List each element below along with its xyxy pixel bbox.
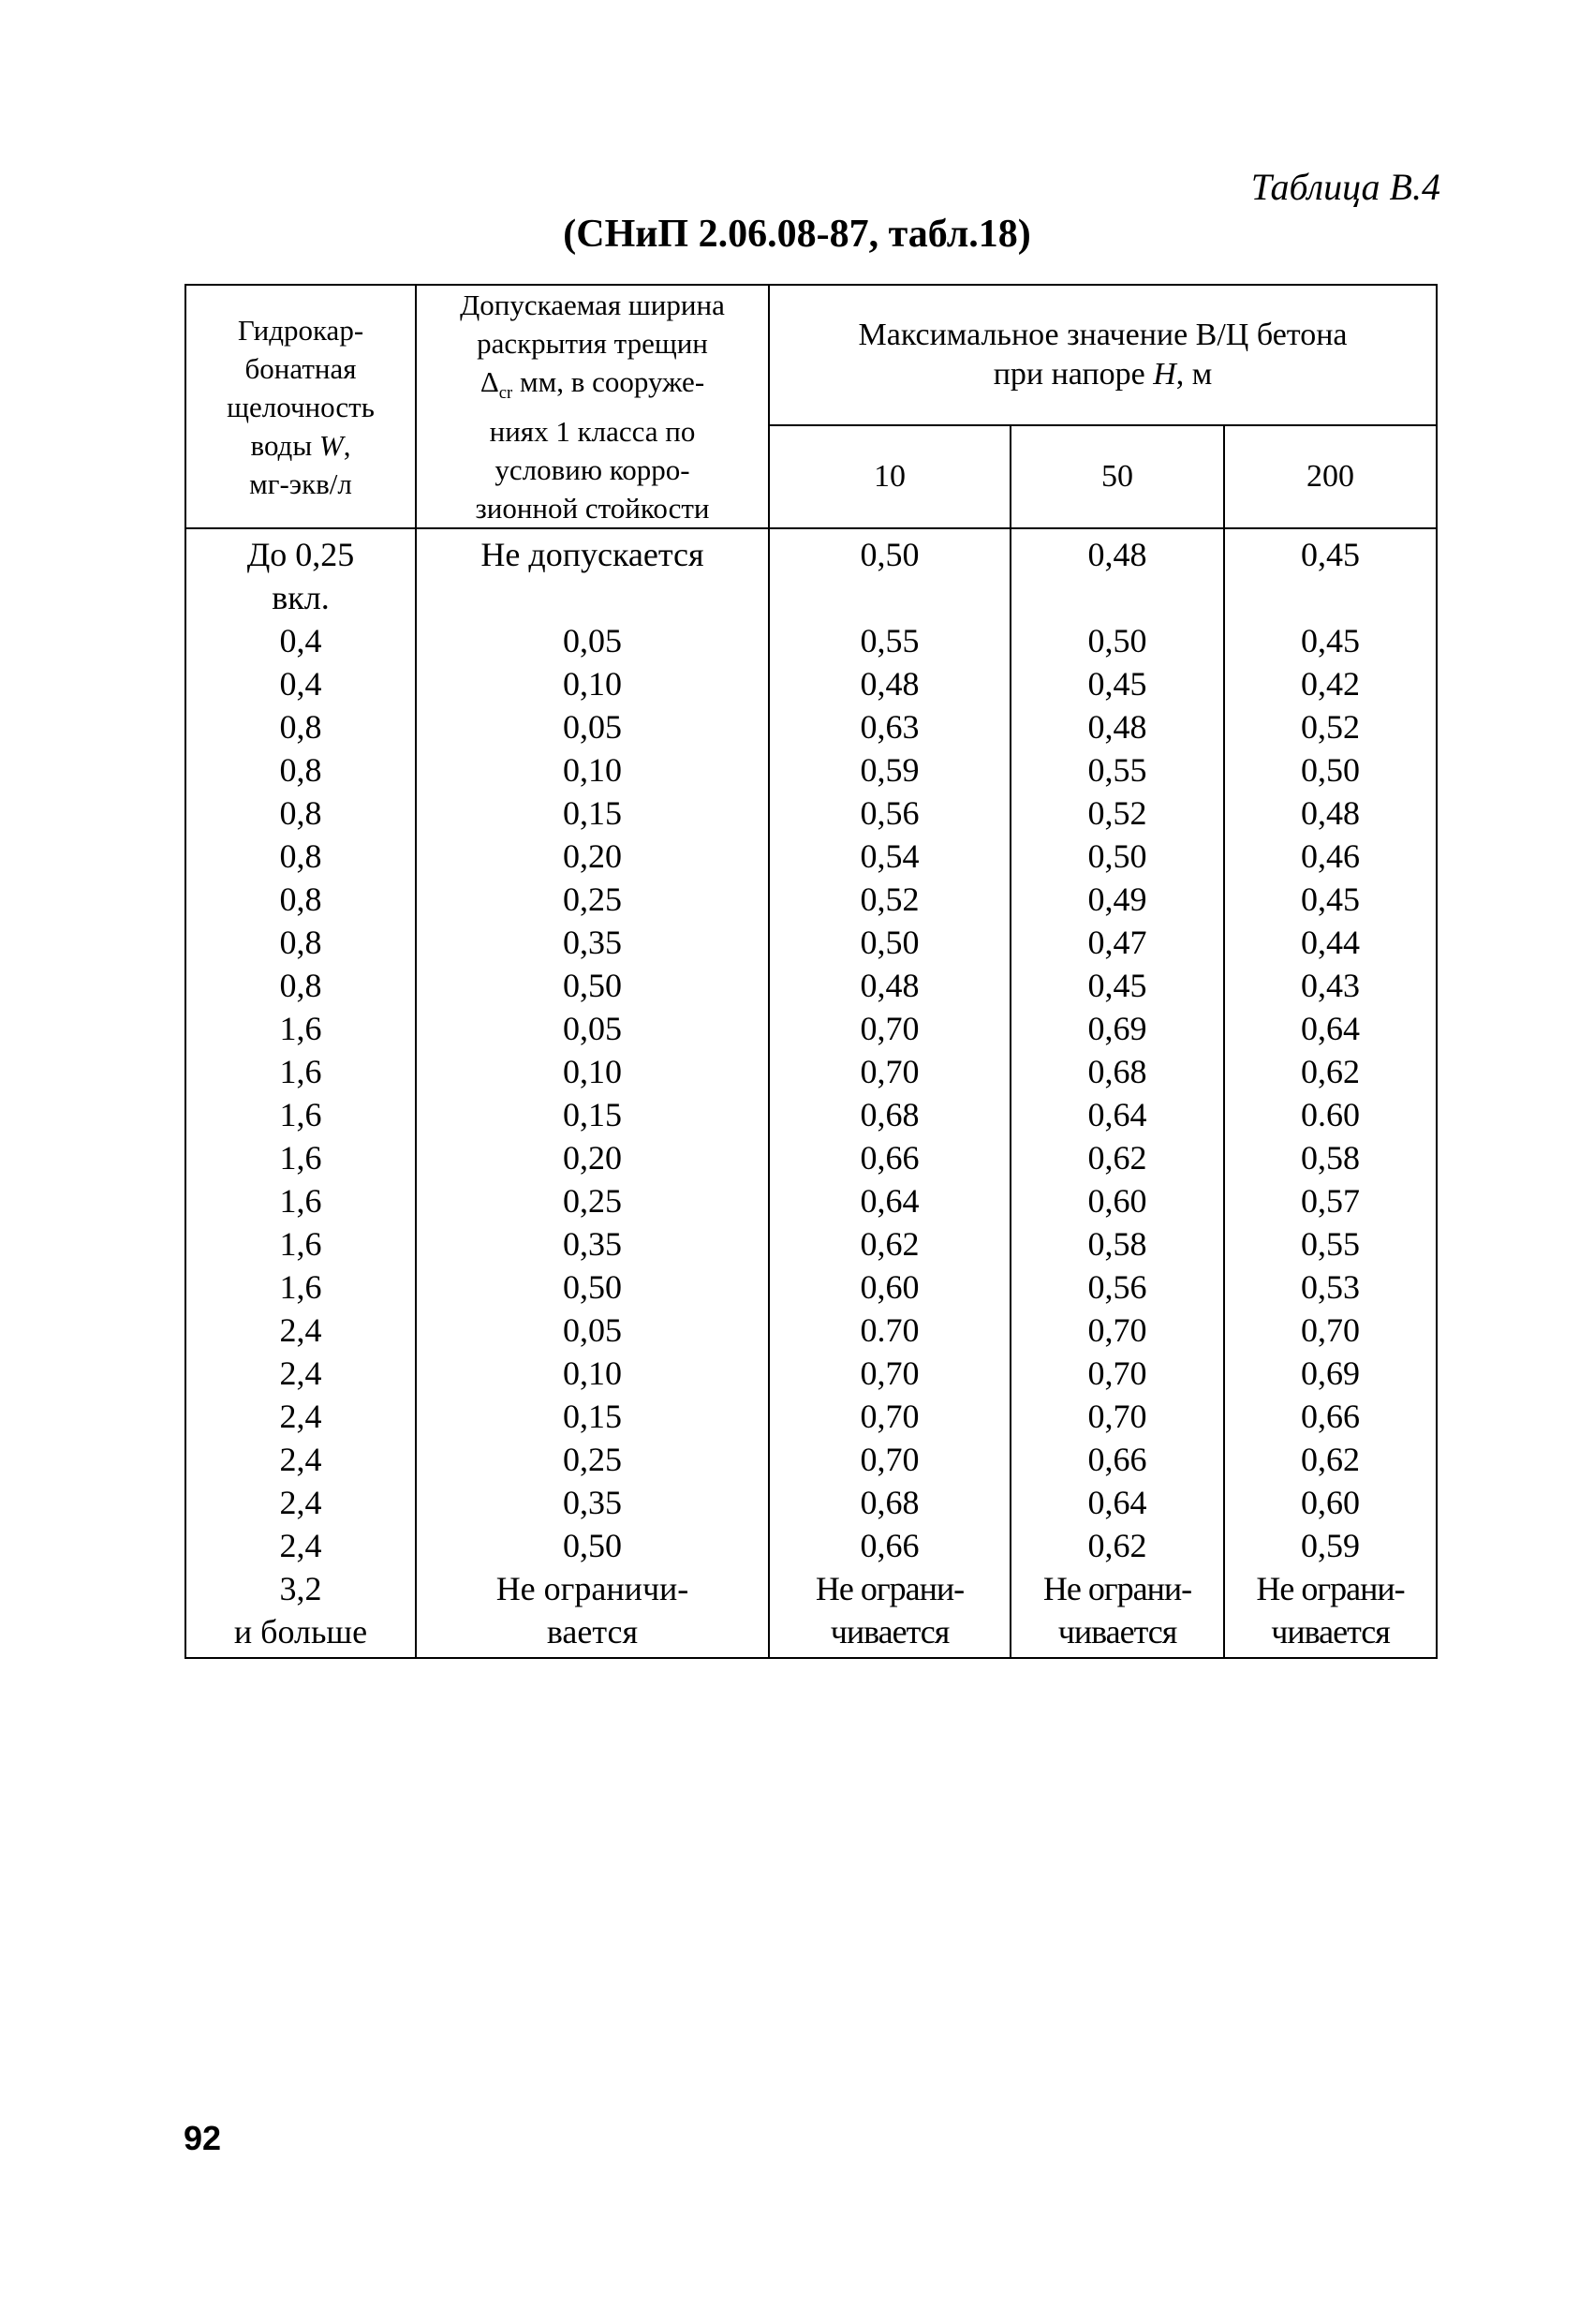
cell-wc-200: 0,70 bbox=[1224, 1309, 1437, 1352]
cell-crack-width: 0,10 bbox=[416, 662, 769, 705]
cell-wc-10: 0,55 bbox=[769, 619, 1011, 662]
cell-wc-10: 0,66 bbox=[769, 1136, 1011, 1179]
header-line: раскрытия трещин bbox=[477, 327, 708, 360]
header-line: при напоре H, м bbox=[993, 356, 1213, 392]
table-row bbox=[185, 1524, 1437, 1567]
cell-wc-10: 0,59 bbox=[769, 748, 1011, 792]
cell-crack-width: 0,10 bbox=[416, 1352, 769, 1395]
table-row bbox=[185, 1179, 1437, 1222]
cell-wc-50: 0,69 bbox=[1011, 1007, 1224, 1050]
cell-wc-10: 0.70 bbox=[769, 1309, 1011, 1352]
cell-alkalinity: 2,4 bbox=[185, 1438, 416, 1481]
cell-wc-200: 0,59 bbox=[1224, 1524, 1437, 1567]
cell-crack-width: 0,05 bbox=[416, 1309, 769, 1352]
cell-alkalinity: 2,4 bbox=[185, 1395, 416, 1438]
table-caption: Таблица В.4 bbox=[1250, 166, 1440, 208]
cell-wc-50: 0,52 bbox=[1011, 792, 1224, 835]
cell-wc-200: 0,57 bbox=[1224, 1179, 1437, 1222]
table-row bbox=[185, 705, 1437, 748]
cell-crack-width: 0,20 bbox=[416, 835, 769, 878]
cell-wc-50: 0,70 bbox=[1011, 1309, 1224, 1352]
cell-wc-50: 0,48 bbox=[1011, 528, 1224, 619]
cell-wc-200: 0,50 bbox=[1224, 748, 1437, 792]
cell-crack-width: 0,50 bbox=[416, 1266, 769, 1309]
cell-crack-width: 0,10 bbox=[416, 748, 769, 792]
cell-wc-200: 0,64 bbox=[1224, 1007, 1437, 1050]
cell-wc-10: 0,70 bbox=[769, 1395, 1011, 1438]
cell-crack-width: 0,35 bbox=[416, 921, 769, 964]
header-crack-width bbox=[416, 285, 769, 528]
cell-crack-width: Не допускается bbox=[416, 528, 769, 619]
cell-crack-width: 0,05 bbox=[416, 1007, 769, 1050]
cell-wc-200: 0,62 bbox=[1224, 1438, 1437, 1481]
table-row bbox=[185, 1050, 1437, 1093]
cell-crack-width: 0,15 bbox=[416, 792, 769, 835]
table-row bbox=[185, 1222, 1437, 1266]
table-row bbox=[185, 662, 1437, 705]
cell-wc-10: 0,52 bbox=[769, 878, 1011, 921]
cell-wc-50: 0,68 bbox=[1011, 1050, 1224, 1093]
cell-crack-width: 0,50 bbox=[416, 1524, 769, 1567]
header-pressure-200: 200 bbox=[1224, 425, 1437, 528]
cell-alkalinity: 1,6 bbox=[185, 1266, 416, 1309]
header-max-wc bbox=[769, 285, 1437, 425]
cell-crack-width: 0,35 bbox=[416, 1222, 769, 1266]
cell-wc-10: 0,70 bbox=[769, 1050, 1011, 1093]
cell-wc-50: 0,45 bbox=[1011, 662, 1224, 705]
cell-wc-50: 0,64 bbox=[1011, 1481, 1224, 1524]
cell-wc-200: 0,44 bbox=[1224, 921, 1437, 964]
cell-wc-10: 0,66 bbox=[769, 1524, 1011, 1567]
cell-alkalinity: 1,6 bbox=[185, 1007, 416, 1050]
cell-wc-200: 0,46 bbox=[1224, 835, 1437, 878]
cell-wc-200: 0,45 bbox=[1224, 878, 1437, 921]
page-number: 92 bbox=[184, 2119, 222, 2157]
cell-crack-width: 0,25 bbox=[416, 878, 769, 921]
cell-wc-200: 0,45 bbox=[1224, 619, 1437, 662]
wc-ratio-table bbox=[184, 284, 1438, 1659]
table-row bbox=[185, 619, 1437, 662]
header-line: Максимальное значение В/Ц бетона bbox=[858, 317, 1348, 352]
cell-alkalinity: 1,6 bbox=[185, 1093, 416, 1136]
cell-crack-width: Не ограничи- вается bbox=[416, 1567, 769, 1658]
cell-wc-50: 0,64 bbox=[1011, 1093, 1224, 1136]
cell-wc-10: 0,70 bbox=[769, 1438, 1011, 1481]
cell-alkalinity: 1,6 bbox=[185, 1222, 416, 1266]
cell-alkalinity: 0,8 bbox=[185, 792, 416, 835]
table-row bbox=[185, 964, 1437, 1007]
cell-wc-50: 0,70 bbox=[1011, 1395, 1224, 1438]
cell-wc-50: 0,70 bbox=[1011, 1352, 1224, 1395]
cell-alkalinity: 2,4 bbox=[185, 1481, 416, 1524]
cell-wc-200: 0,48 bbox=[1224, 792, 1437, 835]
cell-wc-10: 0,56 bbox=[769, 792, 1011, 835]
cell-alkalinity: 3,2 и больше bbox=[185, 1567, 416, 1658]
cell-wc-50: 0,49 bbox=[1011, 878, 1224, 921]
cell-wc-200: 0,69 bbox=[1224, 1352, 1437, 1395]
cell-wc-10: 0,50 bbox=[769, 921, 1011, 964]
cell-alkalinity: 1,6 bbox=[185, 1050, 416, 1093]
cell-wc-10: Не ограни- чивается bbox=[769, 1567, 1011, 1658]
cell-crack-width: 0,25 bbox=[416, 1438, 769, 1481]
header-line: Гидрокар- bbox=[237, 313, 364, 347]
cell-wc-200: 0,42 bbox=[1224, 662, 1437, 705]
cell-alkalinity: До 0,25 вкл. bbox=[185, 528, 416, 619]
cell-crack-width: 0,05 bbox=[416, 619, 769, 662]
cell-wc-200: 0,45 bbox=[1224, 528, 1437, 619]
table-row bbox=[185, 1136, 1437, 1179]
header-line: зионной стойкости bbox=[475, 492, 710, 525]
cell-wc-200: 0,55 bbox=[1224, 1222, 1437, 1266]
cell-crack-width: 0,05 bbox=[416, 705, 769, 748]
cell-wc-50: Не ограни- чивается bbox=[1011, 1567, 1224, 1658]
cell-crack-width: 0,25 bbox=[416, 1179, 769, 1222]
header-line: Допускаемая ширина bbox=[460, 289, 725, 321]
cell-alkalinity: 0,8 bbox=[185, 964, 416, 1007]
table-row bbox=[185, 835, 1437, 878]
cell-alkalinity: 2,4 bbox=[185, 1352, 416, 1395]
cell-wc-10: 0,62 bbox=[769, 1222, 1011, 1266]
cell-alkalinity: 0,4 bbox=[185, 619, 416, 662]
cell-wc-200: 0,52 bbox=[1224, 705, 1437, 748]
cell-wc-10: 0,48 bbox=[769, 662, 1011, 705]
cell-wc-10: 0,70 bbox=[769, 1352, 1011, 1395]
cell-wc-10: 0,50 bbox=[769, 528, 1011, 619]
table-row bbox=[185, 1438, 1437, 1481]
cell-alkalinity: 1,6 bbox=[185, 1179, 416, 1222]
header-line: бонатная bbox=[244, 351, 357, 385]
cell-alkalinity: 2,4 bbox=[185, 1309, 416, 1352]
cell-wc-50: 0,60 bbox=[1011, 1179, 1224, 1222]
cell-wc-200: 0,60 bbox=[1224, 1481, 1437, 1524]
cell-alkalinity: 0,8 bbox=[185, 835, 416, 878]
cell-crack-width: 0,20 bbox=[416, 1136, 769, 1179]
cell-wc-50: 0,50 bbox=[1011, 835, 1224, 878]
header-line: мг-экв/л bbox=[249, 466, 352, 500]
cell-wc-50: 0,58 bbox=[1011, 1222, 1224, 1266]
cell-wc-50: 0,62 bbox=[1011, 1136, 1224, 1179]
cell-wc-50: 0,47 bbox=[1011, 921, 1224, 964]
cell-crack-width: 0,50 bbox=[416, 964, 769, 1007]
cell-wc-10: 0,60 bbox=[769, 1266, 1011, 1309]
cell-wc-200: Не ограни- чивается bbox=[1224, 1567, 1437, 1658]
cell-alkalinity: 0,8 bbox=[185, 748, 416, 792]
cell-alkalinity: 2,4 bbox=[185, 1524, 416, 1567]
table-row bbox=[185, 528, 1437, 619]
cell-crack-width: 0,15 bbox=[416, 1395, 769, 1438]
table-row bbox=[185, 1352, 1437, 1395]
cell-wc-10: 0,48 bbox=[769, 964, 1011, 1007]
table-row bbox=[185, 1093, 1437, 1136]
cell-alkalinity: 1,6 bbox=[185, 1136, 416, 1179]
cell-wc-10: 0,64 bbox=[769, 1179, 1011, 1222]
cell-wc-10: 0,63 bbox=[769, 705, 1011, 748]
table-row bbox=[185, 1395, 1437, 1438]
table-row bbox=[185, 921, 1437, 964]
cell-wc-10: 0,68 bbox=[769, 1481, 1011, 1524]
cell-wc-50: 0,62 bbox=[1011, 1524, 1224, 1567]
header-pressure-50: 50 bbox=[1011, 425, 1224, 528]
header-line: ниях 1 класса по bbox=[489, 415, 696, 449]
header-pressure-10: 10 bbox=[769, 425, 1011, 528]
cell-alkalinity: 0,4 bbox=[185, 662, 416, 705]
cell-wc-10: 0,68 bbox=[769, 1093, 1011, 1136]
table-row bbox=[185, 1309, 1437, 1352]
cell-wc-200: 0,58 bbox=[1224, 1136, 1437, 1179]
header-line: условию корро- bbox=[494, 453, 690, 487]
cell-alkalinity: 0,8 bbox=[185, 878, 416, 921]
cell-wc-10: 0,54 bbox=[769, 835, 1011, 878]
cell-wc-50: 0,55 bbox=[1011, 748, 1224, 792]
cell-wc-200: 0,43 bbox=[1224, 964, 1437, 1007]
cell-wc-50: 0,45 bbox=[1011, 964, 1224, 1007]
table-body bbox=[185, 528, 1437, 1658]
cell-alkalinity: 0,8 bbox=[185, 705, 416, 748]
table-row bbox=[185, 1481, 1437, 1524]
table-row bbox=[185, 878, 1437, 921]
header-line: щелочность bbox=[227, 390, 375, 423]
header-alkalinity bbox=[185, 285, 416, 528]
cell-alkalinity: 0,8 bbox=[185, 921, 416, 964]
cell-wc-50: 0,66 bbox=[1011, 1438, 1224, 1481]
cell-wc-200: 0,53 bbox=[1224, 1266, 1437, 1309]
cell-crack-width: 0,35 bbox=[416, 1481, 769, 1524]
header-line: воды W, bbox=[250, 428, 351, 462]
source-reference: (СНиП 2.06.08-87, табл.18) bbox=[563, 213, 1031, 256]
cell-wc-50: 0,48 bbox=[1011, 705, 1224, 748]
cell-wc-200: 0,62 bbox=[1224, 1050, 1437, 1093]
table-row bbox=[185, 792, 1437, 835]
table-row bbox=[185, 1567, 1437, 1658]
cell-wc-200: 0.60 bbox=[1224, 1093, 1437, 1136]
cell-wc-10: 0,70 bbox=[769, 1007, 1011, 1050]
cell-crack-width: 0,10 bbox=[416, 1050, 769, 1093]
cell-wc-50: 0,50 bbox=[1011, 619, 1224, 662]
cell-crack-width: 0,15 bbox=[416, 1093, 769, 1136]
table-row bbox=[185, 748, 1437, 792]
table-row bbox=[185, 1007, 1437, 1050]
cell-wc-50: 0,56 bbox=[1011, 1266, 1224, 1309]
header-line: $\Delta_{cr}$ мм, в сооруже- bbox=[480, 365, 705, 404]
cell-wc-200: 0,66 bbox=[1224, 1395, 1437, 1438]
table-row bbox=[185, 1266, 1437, 1309]
